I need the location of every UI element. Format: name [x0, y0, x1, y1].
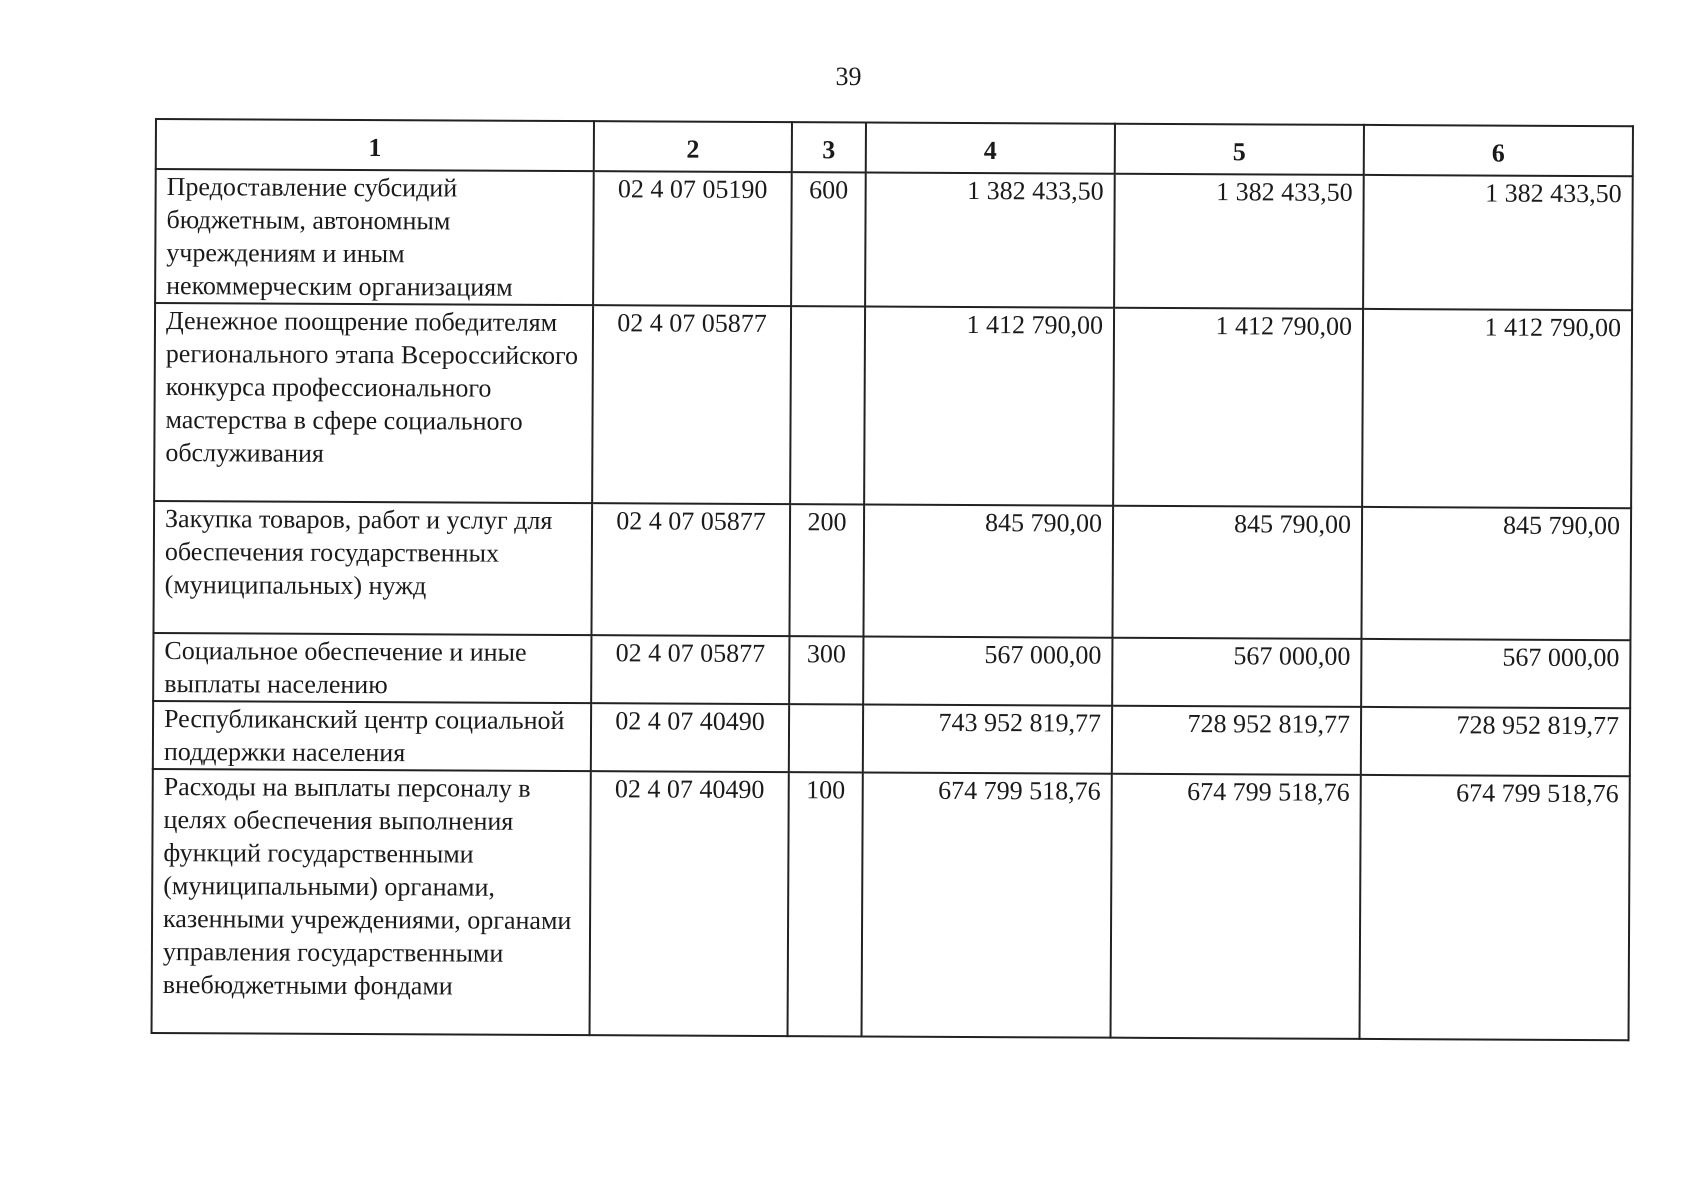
row-type: 600 [791, 172, 866, 306]
table-row [152, 769, 1630, 1040]
row-type [790, 306, 865, 504]
row-type: 300 [789, 636, 863, 704]
row-amount-5: 728 952 819,77 [1112, 706, 1361, 775]
row-name: Социальное обеспечение и иные выплаты населению [153, 633, 591, 703]
row-code: 02 4 07 05877 [591, 635, 789, 704]
row-amount-4: 1 412 790,00 [864, 306, 1114, 505]
row-name: Расходы на выплаты персоналу в целях обеспечения выполнения функций государственными (муниципальными) органами, казенными учреждениями, органами управления государственными внебюджетными фондами [152, 769, 591, 1035]
row-amount-5: 1 412 790,00 [1113, 308, 1363, 507]
column-header-4: 4 [866, 122, 1115, 173]
column-header-1: 1 [156, 119, 594, 171]
table-row [154, 303, 1632, 508]
row-amount-6: 845 790,00 [1361, 507, 1631, 640]
row-code: 02 4 07 40490 [591, 703, 789, 772]
row-amount-4: 674 799 518,76 [862, 772, 1112, 1037]
row-amount-4: 743 952 819,77 [863, 704, 1112, 773]
row-name: Денежное поощрение победителям регионального этапа Всероссийского конкурса профессионального мастерства в сфере социального обслуживания [154, 303, 593, 503]
column-header-6: 6 [1364, 125, 1633, 176]
row-code: 02 4 07 40490 [590, 771, 789, 1036]
table-row [153, 633, 1630, 708]
table-row [155, 169, 1633, 310]
column-header-2: 2 [594, 121, 792, 172]
table-row [153, 501, 1631, 640]
row-amount-6: 567 000,00 [1361, 639, 1630, 708]
row-type: 100 [788, 772, 863, 1036]
row-name: Закупка товаров, работ и услуг для обеспечения государственных (муниципальных) нужд [153, 501, 592, 635]
row-amount-6: 674 799 518,76 [1360, 775, 1630, 1040]
row-amount-5: 567 000,00 [1112, 638, 1361, 707]
row-amount-6: 728 952 819,77 [1361, 707, 1630, 776]
row-amount-5: 845 790,00 [1112, 506, 1362, 639]
row-name: Предоставление субсидий бюджетным, автономным учреждениям и иным некоммерческим организациям [155, 169, 594, 305]
row-amount-4: 1 382 433,50 [865, 172, 1115, 307]
row-amount-6: 1 382 433,50 [1363, 175, 1633, 310]
row-code: 02 4 07 05190 [593, 171, 792, 306]
table-header-row [156, 119, 1633, 176]
row-amount-4: 845 790,00 [863, 504, 1113, 637]
row-amount-6: 1 412 790,00 [1362, 309, 1632, 508]
row-type: 200 [789, 504, 864, 636]
column-header-3: 3 [792, 122, 866, 172]
row-code: 02 4 07 05877 [592, 305, 791, 504]
row-name: Республиканский центр социальной поддержки населения [153, 701, 591, 771]
column-header-5: 5 [1115, 124, 1364, 175]
row-amount-5: 1 382 433,50 [1114, 174, 1364, 309]
row-amount-5: 674 799 518,76 [1111, 774, 1361, 1039]
page-number: 39 [835, 62, 862, 91]
table-row [153, 701, 1630, 776]
row-amount-4: 567 000,00 [863, 636, 1112, 705]
row-code: 02 4 07 05877 [591, 503, 790, 636]
budget-table [151, 118, 1634, 1041]
row-type [789, 704, 863, 772]
